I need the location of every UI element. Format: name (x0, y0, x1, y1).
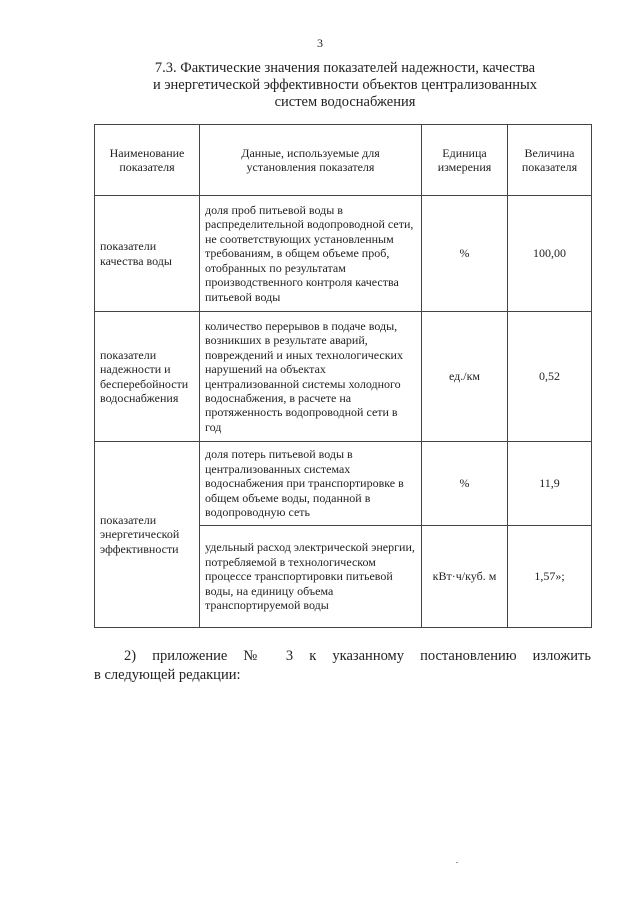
scan-mark (456, 862, 458, 863)
section-title-line-1: 7.3. Фактические значения показателей надежности, качества (154, 60, 536, 76)
table-row (95, 196, 592, 312)
closing-paragraph-line-2: в следующей редакции: (94, 667, 241, 683)
closing-paragraph (94, 647, 591, 685)
value-cell: 0,52 (508, 312, 592, 442)
table-header-row (95, 125, 592, 196)
section-title-line-2: и энергетической эффективности объектов централизованных (152, 77, 538, 93)
table-row (95, 442, 592, 526)
indicator-name-cell: показатели энергетической эффективности (95, 442, 200, 628)
unit-cell: % (422, 196, 508, 312)
indicator-name-cell: показатели надежности и бесперебойности водоснабжения (95, 312, 200, 442)
source-data-cell: доля проб питьевой воды в распределительной водопроводной сети, не соответствующих установленным требованиям, в общем объеме проб, отобранных по результатам производственного контроля качества питьевой воды (200, 196, 422, 312)
source-data-cell: удельный расход электрической энергии, потребляемой в технологическом процессе транспортировки питьевой воды, на единицу объема транспортируемой воды (200, 526, 422, 628)
section-title (90, 60, 600, 111)
value-cell: 11,9 (508, 442, 592, 526)
header-value: Величина показателя (508, 125, 592, 196)
unit-cell: кВт·ч/куб. м (422, 526, 508, 628)
closing-paragraph-line-1: 2) приложение № 3 к указанному постановлению изложить (124, 648, 591, 664)
unit-cell: % (422, 442, 508, 526)
indicators-table (94, 124, 592, 628)
source-data-cell: количество перерывов в подаче воды, возникших в результате аварий, повреждений и иных технологических нарушений на объектах централизованной системы холодного водоснабжения, в расчете на протяженность водопроводной сети в год (200, 312, 422, 442)
source-data-cell: доля потерь питьевой воды в централизованных системах водоснабжения при транспортировке в общем объеме воды, поданной в водопроводную сеть (200, 442, 422, 526)
indicator-name-cell: показатели качества воды (95, 196, 200, 312)
unit-cell: ед./км (422, 312, 508, 442)
header-unit: Единица измерения (422, 125, 508, 196)
page-number: 3 (317, 36, 323, 50)
table-row (95, 312, 592, 442)
value-cell: 1,57»; (508, 526, 592, 628)
header-indicator-name: Наименование показателя (95, 125, 200, 196)
value-cell: 100,00 (508, 196, 592, 312)
section-title-line-3: систем водоснабжения (274, 94, 416, 110)
header-source-data: Данные, используемые для установления показателя (200, 125, 422, 196)
